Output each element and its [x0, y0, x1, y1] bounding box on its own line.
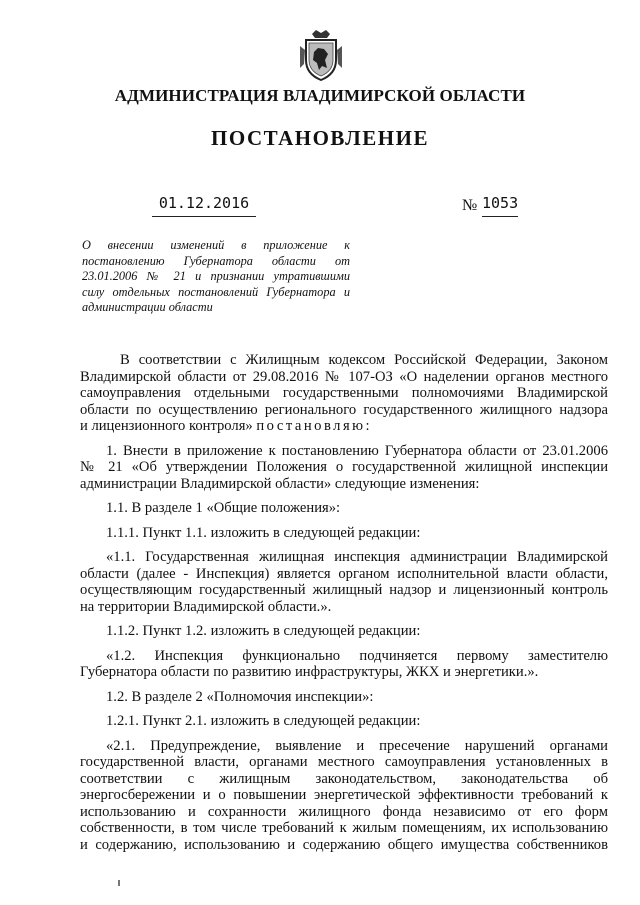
coat-of-arms-icon: [300, 30, 342, 82]
scan-mark: [118, 880, 120, 886]
text-line: самоуправления отдельными государственными полномочиями Владимирской: [80, 385, 608, 401]
text-line: Губернатора области по развитию инфраструктуры, ЖКХ и энергетики.».: [80, 664, 539, 680]
paragraph-1-1-2: [80, 623, 608, 640]
quote-1-1: [80, 549, 608, 615]
text-line: В соответствии с Жилищным кодексом Российской Федерации, Законом: [120, 352, 608, 368]
text-line: собственности, в том числе требований к жилым помещениям, их использованию: [80, 820, 608, 836]
text-line: Владимирской области от 29.08.2016 № 107-ОЗ «О наделении органов местного: [80, 368, 608, 385]
document-number: 1053: [482, 194, 518, 217]
paragraph-1-1-1: [80, 525, 608, 542]
text-line: и содержанию, использованию и содержанию общего имущества собственников: [80, 836, 608, 853]
paragraph-1-2: [80, 689, 608, 706]
document-body: [80, 352, 608, 853]
resolve-word: постановляю:: [256, 418, 373, 434]
text-line: «1.1. Государственная жилищная инспекция администрации Владимирской: [106, 549, 608, 565]
text-line: энергосбережении и о повышении энергетической эффективности требований к: [80, 787, 608, 803]
subject-block: [82, 238, 350, 316]
text-line: администрации Владимирской области» следующие изменения:: [80, 475, 480, 492]
text-line: № 21 «Об утверждении Положения о государственной жилищной инспекции: [80, 459, 608, 475]
preamble: [80, 352, 608, 435]
paragraph-1: [80, 443, 608, 493]
text-line: осуществляющим государственный жилищный надзор и лицензионный контроль: [80, 582, 608, 598]
paragraph-1-1: [80, 500, 608, 517]
text-line: области (далее - Инспекция) является органом исполнительной власти области,: [80, 565, 608, 582]
subject-line: администрации области: [82, 300, 213, 314]
text-line: 1.1.1. Пункт 1.1. изложить в следующей редакции:: [106, 524, 421, 541]
subject-line: О внесении изменений в приложение к: [82, 238, 350, 252]
text-line: 1. Внести в приложение к постановлению Губернатора области от 23.01.2006: [106, 442, 608, 459]
text-line: «2.1. Предупреждение, выявление и пресечение нарушений органами: [106, 737, 608, 754]
document-date: 01.12.2016: [152, 194, 256, 217]
subject-line: постановлению Губернатора области от: [82, 253, 350, 268]
text-line: 1.1.2. Пункт 1.2. изложить в следующей редакции:: [106, 623, 421, 639]
text-line: 1.2. В разделе 2 «Полномочия инспекции»:: [106, 688, 374, 705]
subject-line: силу отдельных постановлений Губернатора и: [82, 284, 350, 299]
quote-1-2: [80, 648, 608, 681]
org-title: АДМИНИСТРАЦИЯ ВЛАДИМИРСКОЙ ОБЛАСТИ: [114, 86, 526, 105]
text-line: «1.2. Инспекция функционально подчиняется первому заместителю: [106, 647, 608, 664]
text-line: области по осуществлению регионального государственного жилищного надзора: [80, 401, 608, 418]
subject-line: 23.01.2006 № 21 и признании утратившими: [82, 269, 350, 283]
text-line: 1.1. В разделе 1 «Общие положения»:: [106, 500, 341, 516]
paragraph-1-2-1: [80, 713, 608, 730]
text-line: на территории Владимирской области.».: [80, 598, 332, 615]
number-label: №: [462, 197, 478, 214]
doc-type-title: ПОСТАНОВЛЕНИЕ: [211, 126, 429, 150]
text-line: 1.2.1. Пункт 2.1. изложить в следующей редакции:: [106, 713, 421, 729]
text-line: соответствии с жилищным законодательством, законодательства об: [80, 770, 608, 787]
text-line: использованию и сохранности жилищного фонда независимо от его форм: [80, 803, 608, 820]
preamble-end: и лицензионного контроля»: [80, 418, 253, 434]
text-line: государственной власти, органами местного самоуправления установленных в: [80, 754, 608, 770]
text-line: [80, 418, 608, 435]
quote-2-1: [80, 738, 608, 854]
